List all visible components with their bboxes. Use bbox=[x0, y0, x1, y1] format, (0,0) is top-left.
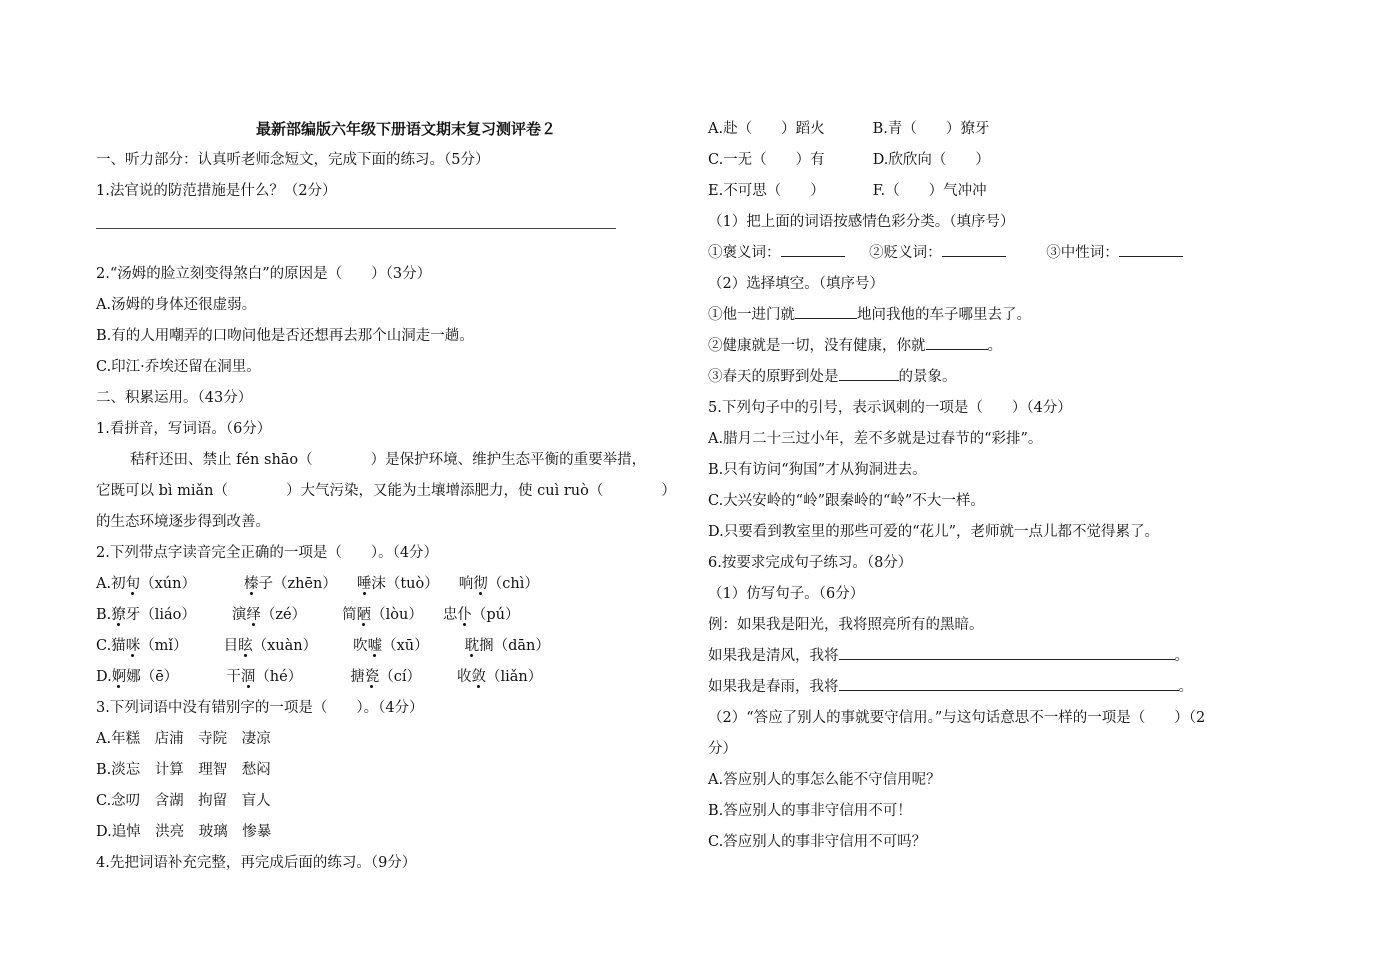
imitate-line-1-blank[interactable] bbox=[839, 644, 1175, 660]
fill-2: ②健康就是一切，没有健康，你就 。 bbox=[708, 331, 1308, 362]
question-2-2: 2.下列带点字读音完全正确的一项是（ ）。（4分） bbox=[96, 545, 439, 561]
option-2-3-d: D.追悼 洪亮 玻璃 惨暴 bbox=[96, 824, 272, 840]
category-positive-blank[interactable] bbox=[781, 241, 845, 257]
option-2-2-b: B.獠牙（liáo） 演绎（zé） 简陋（lòu） 忠仆（pú） bbox=[96, 607, 520, 623]
question-1-2: 2.“汤姆的脸立刻变得煞白”的原因是（ ）（3分） bbox=[96, 266, 432, 282]
option-2-2-c: C.猫咪（mǐ） 目眩（xuàn） 吹嘘（xū） 耽搁（dān） bbox=[96, 638, 550, 654]
question-5: 5.下列句子中的引号，表示讽刺的一项是（ ）（4分） bbox=[708, 400, 1072, 416]
page-title: 最新部编版六年级下册语文期末复习测评卷２ bbox=[255, 120, 556, 138]
question-6-example: 例：如果我是阳光，我将照亮所有的黑暗。 bbox=[708, 617, 984, 633]
option-2-2-a: A.初旬（xún） 榛子（zhēn） 唾沫（tuò） 响彻（chì） bbox=[96, 576, 539, 592]
option-6-2-a: A.答应别人的事怎么能不守信用呢？ bbox=[708, 772, 941, 788]
left-column bbox=[96, 114, 686, 879]
option-5-a: A.腊月二十三过小年，差不多就是过春节的“彩排”。 bbox=[708, 431, 1043, 447]
option-1-2-c: C.印江·乔埃还留在洞里。 bbox=[96, 359, 261, 375]
question-1-1: 1.法官说的防范措施是什么？（2分） bbox=[96, 183, 337, 199]
question-6-2: （2）“答应了别人的事就要守信用。”与这句话意思不一样的一项是（ ）（2 bbox=[708, 710, 1206, 726]
right-column bbox=[708, 114, 1308, 858]
question-6-2-cont: 分） bbox=[708, 741, 737, 757]
idiom-f: F.（ ）气冲冲 bbox=[872, 183, 987, 199]
fill-1-blank[interactable] bbox=[795, 303, 857, 319]
imitate-line-1: 如果我是清风，我将 。 bbox=[708, 641, 1308, 672]
idiom-a: A.赴（ ）蹈火 bbox=[708, 121, 825, 137]
category-negative-blank[interactable] bbox=[942, 241, 1006, 257]
imitate-line-2: 如果我是春雨，我将 。 bbox=[708, 672, 1308, 703]
idiom-row-ef bbox=[708, 176, 1308, 207]
question-2-3: 3.下列词语中没有错别字的一项是（ ）。（4分） bbox=[96, 700, 424, 716]
option-2-3-b: B.淡忘 计算 理智 愁闷 bbox=[96, 762, 271, 778]
fill-2-blank[interactable] bbox=[926, 334, 988, 350]
section-1-heading: 一、听力部分：认真听老师念短文，完成下面的练习。（5分） bbox=[96, 152, 490, 168]
pinyin-line-1: 秸秆还田、禁止 fén shāo（ ）是保护环境、维护生态平衡的重要举措， bbox=[130, 452, 647, 468]
option-5-c: C.大兴安岭的“岭”跟秦岭的“岭”不大一样。 bbox=[708, 493, 985, 509]
question-6: 6.按要求完成句子练习。（8分） bbox=[708, 555, 913, 571]
question-2-4: 4.先把词语补充完整，再完成后面的练习。（9分） bbox=[96, 855, 417, 871]
fill-3: ③春天的原野到处是 的景象。 bbox=[708, 362, 1308, 393]
imitate-line-2-blank[interactable] bbox=[839, 675, 1179, 691]
part-2-prompt: （2）选择填空。（填序号） bbox=[708, 276, 884, 292]
fill-3-blank[interactable] bbox=[839, 365, 899, 381]
idiom-e: E.不可思（ ） bbox=[708, 183, 825, 199]
option-2-3-a: A.年糕 店浦 寺院 凄凉 bbox=[96, 731, 271, 747]
pinyin-line-3: 的生态环境逐步得到改善。 bbox=[96, 514, 270, 530]
option-2-3-c: C.念叨 含湖 拘留 盲人 bbox=[96, 793, 271, 809]
idiom-row-ab bbox=[708, 114, 1308, 145]
idiom-c: C.一无（ ）有 bbox=[708, 152, 825, 168]
option-5-d: D.只要看到教室里的那些可爱的“花儿”，老师就一点儿都不觉得累了。 bbox=[708, 524, 1160, 540]
section-2-heading: 二、积累运用。（43分） bbox=[96, 390, 253, 406]
option-2-2-d: D.婀娜（ē） 干涸（hé） 搪瓷（cí） 收敛（liǎn） bbox=[96, 669, 543, 685]
category-row bbox=[708, 238, 1308, 269]
fill-1: ①他一进门就 地问我他的车子哪里去了。 bbox=[708, 300, 1308, 331]
part-1-prompt: （1）把上面的词语按感情色彩分类。（填序号） bbox=[708, 214, 1015, 230]
question-2-1: 1.看拼音，写词语。（6分） bbox=[96, 421, 272, 437]
answer-line-1-1[interactable] bbox=[96, 228, 686, 259]
idiom-d: D.欣欣向（ ） bbox=[872, 152, 990, 168]
pinyin-line-2: 它既可以 bì miǎn（ ）大气污染，又能为土壤增添肥力，使 cuì ruò（ ） bbox=[96, 483, 676, 499]
category-positive-label: ①褒义词： bbox=[708, 245, 781, 261]
option-1-2-a: A.汤姆的身体还很虚弱。 bbox=[96, 297, 257, 313]
option-6-2-c: C.答应别人的事非守信用不可吗？ bbox=[708, 834, 927, 850]
category-neutral-label: ③中性词： bbox=[1046, 245, 1119, 261]
idiom-b: B.青（ ）獠牙 bbox=[872, 121, 990, 137]
option-5-b: B.只有访问“狗国”才从狗洞进去。 bbox=[708, 462, 927, 478]
category-neutral-blank[interactable] bbox=[1119, 241, 1183, 257]
category-negative-label: ②贬义词： bbox=[869, 245, 942, 261]
question-6-1: （1）仿写句子。（6分） bbox=[708, 586, 865, 602]
option-1-2-b: B.有的人用嘲弄的口吻问他是否还想再去那个山洞走一趟。 bbox=[96, 328, 474, 344]
option-6-2-b: B.答应别人的事非守信用不可！ bbox=[708, 803, 912, 819]
answer-underline bbox=[96, 228, 616, 229]
idiom-row-cd bbox=[708, 145, 1308, 176]
